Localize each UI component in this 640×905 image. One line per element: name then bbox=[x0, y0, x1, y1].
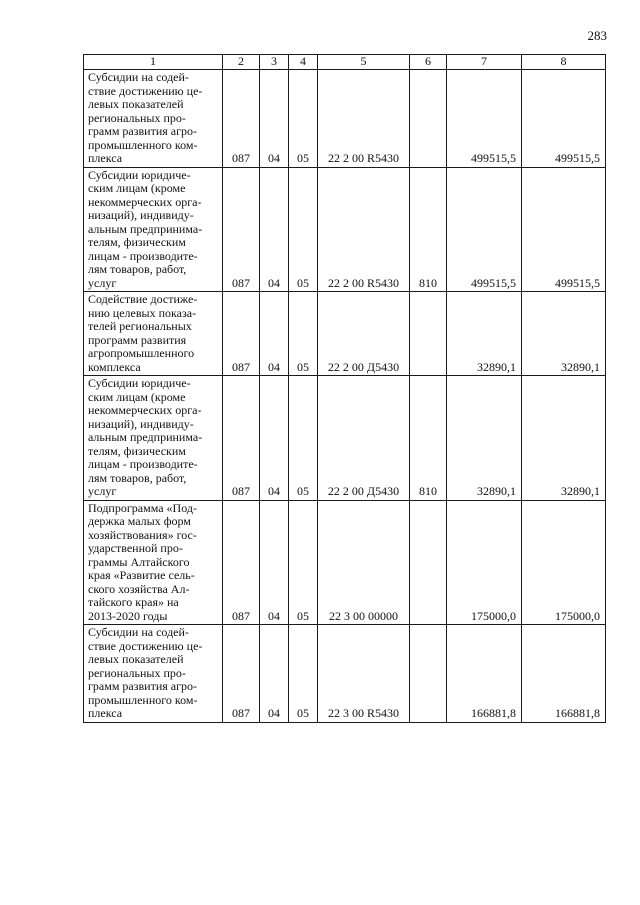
item-name-line: лям товаров, работ, bbox=[88, 262, 187, 276]
table-row bbox=[84, 70, 606, 168]
item-name-line: альным предпринима- bbox=[88, 221, 203, 236]
section-cell: 04 bbox=[260, 376, 289, 501]
ministry-code-cell: 087 bbox=[223, 500, 260, 625]
item-name-line: края «Развитие сель- bbox=[88, 568, 195, 582]
amount-col7-cell: 175000,0 bbox=[447, 500, 522, 625]
item-name-cell bbox=[84, 500, 223, 625]
target-article-cell: 22 2 00 Д5430 bbox=[318, 376, 410, 501]
amount-col8-cell: 166881,8 bbox=[522, 625, 606, 723]
table-header bbox=[84, 55, 606, 70]
amount-col7-cell: 166881,8 bbox=[447, 625, 522, 723]
amount-col8-cell: 175000,0 bbox=[522, 500, 606, 625]
item-name-line: некоммерческих орга- bbox=[88, 194, 202, 209]
item-name-cell bbox=[84, 376, 223, 501]
expense-type-cell: 810 bbox=[410, 167, 447, 292]
item-name-line: Субсидии на содей- bbox=[88, 70, 189, 84]
header-col-2: 2 bbox=[223, 55, 260, 70]
amount-col8-cell: 32890,1 bbox=[522, 292, 606, 376]
amount-col8-cell: 499515,5 bbox=[522, 167, 606, 292]
ministry-code-cell: 087 bbox=[223, 70, 260, 168]
item-name-line: телям, физическим bbox=[88, 235, 186, 249]
subsection-cell: 05 bbox=[289, 70, 318, 168]
item-name-line: Субсидии юридиче- bbox=[88, 376, 191, 390]
table-row bbox=[84, 625, 606, 723]
amount-col7-cell: 499515,5 bbox=[447, 70, 522, 168]
item-name-line: Субсидии юридиче- bbox=[88, 167, 191, 182]
item-name-line: услуг bbox=[88, 275, 117, 290]
item-name-line: граммы Алтайского bbox=[88, 554, 190, 569]
item-name-line: левых показателей bbox=[88, 97, 184, 111]
item-name-cell bbox=[84, 292, 223, 376]
item-name-line: некоммерческих орга- bbox=[88, 403, 202, 417]
ministry-code-cell: 087 bbox=[223, 376, 260, 501]
amount-col8-cell: 499515,5 bbox=[522, 70, 606, 168]
item-name-line: Подпрограмма «Под- bbox=[88, 500, 197, 515]
ministry-code-cell: 087 bbox=[223, 292, 260, 376]
item-name-line: ударственной про- bbox=[88, 541, 183, 555]
amount-col7-cell: 32890,1 bbox=[447, 292, 522, 376]
item-name-line: альным предпринима- bbox=[88, 430, 203, 444]
subsection-cell: 05 bbox=[289, 500, 318, 625]
item-name-line: промышленного ком- bbox=[88, 137, 198, 152]
budget-table bbox=[83, 54, 606, 723]
header-col-4: 4 bbox=[289, 55, 318, 70]
item-name-line: ствие достижению це- bbox=[88, 638, 203, 653]
subsection-cell: 05 bbox=[289, 376, 318, 501]
item-name-line: Субсидии на содей- bbox=[88, 625, 189, 639]
table-row bbox=[84, 292, 606, 376]
subsection-cell: 05 bbox=[289, 625, 318, 723]
item-name-line: лям товаров, работ, bbox=[88, 470, 187, 485]
ministry-code-cell: 087 bbox=[223, 167, 260, 292]
item-name-line: ствие достижению це- bbox=[88, 83, 203, 98]
item-name-line: региональных про- bbox=[88, 110, 186, 125]
table-body bbox=[84, 70, 606, 723]
expense-type-cell bbox=[410, 70, 447, 168]
item-name-line: грамм развития агро- bbox=[88, 124, 198, 138]
expense-type-cell bbox=[410, 500, 447, 625]
item-name-line: лицам - производите- bbox=[88, 457, 198, 471]
table-row bbox=[84, 376, 606, 501]
item-name-line: низаций), индивиду- bbox=[88, 416, 194, 431]
amount-col7-cell: 499515,5 bbox=[447, 167, 522, 292]
subsection-cell: 05 bbox=[289, 292, 318, 376]
header-col-5: 5 bbox=[318, 55, 410, 70]
section-cell: 04 bbox=[260, 167, 289, 292]
amount-col7-cell: 32890,1 bbox=[447, 376, 522, 501]
item-name-line: ским лицам (кроме bbox=[88, 389, 186, 404]
page-number: 283 bbox=[587, 28, 607, 43]
item-name-line: ского хозяйства Ал- bbox=[88, 581, 190, 596]
ministry-code-cell: 087 bbox=[223, 625, 260, 723]
amount-col8-cell: 32890,1 bbox=[522, 376, 606, 501]
item-name-line: плекса bbox=[88, 706, 123, 720]
target-article-cell: 22 3 00 R5430 bbox=[318, 625, 410, 723]
item-name-line: нию целевых показа- bbox=[88, 305, 197, 320]
item-name-line: программ развития bbox=[88, 332, 187, 347]
expense-type-cell bbox=[410, 625, 447, 723]
table-row bbox=[84, 500, 606, 625]
header-row bbox=[84, 55, 606, 70]
target-article-cell: 22 3 00 00000 bbox=[318, 500, 410, 625]
header-col-8: 8 bbox=[522, 55, 606, 70]
item-name-line: комплекса bbox=[88, 359, 141, 374]
item-name-line: лицам - производите- bbox=[88, 248, 198, 263]
section-cell: 04 bbox=[260, 292, 289, 376]
item-name-line: низаций), индивиду- bbox=[88, 208, 194, 222]
section-cell: 04 bbox=[260, 500, 289, 625]
item-name-line: телей региональных bbox=[88, 319, 192, 333]
item-name-line: левых показателей bbox=[88, 652, 184, 666]
expense-type-cell: 810 bbox=[410, 376, 447, 501]
item-name-line: 2013-2020 годы bbox=[88, 608, 168, 623]
header-col-3: 3 bbox=[260, 55, 289, 70]
item-name-line: услуг bbox=[88, 484, 117, 498]
item-name-line: промышленного ком- bbox=[88, 692, 198, 707]
section-cell: 04 bbox=[260, 625, 289, 723]
expense-type-cell bbox=[410, 292, 447, 376]
item-name-line: плекса bbox=[88, 151, 123, 165]
item-name-line: агропромышленного bbox=[88, 346, 195, 360]
item-name-line: телям, физическим bbox=[88, 443, 186, 458]
item-name-line: грамм развития агро- bbox=[88, 679, 198, 693]
header-col-7: 7 bbox=[447, 55, 522, 70]
item-name-line: региональных про- bbox=[88, 665, 186, 680]
target-article-cell: 22 2 00 R5430 bbox=[318, 70, 410, 168]
item-name-line: ским лицам (кроме bbox=[88, 181, 186, 195]
item-name-cell bbox=[84, 167, 223, 292]
header-col-1: 1 bbox=[84, 55, 223, 70]
target-article-cell: 22 2 00 Д5430 bbox=[318, 292, 410, 376]
item-name-line: хозяйствования» гос- bbox=[88, 527, 197, 542]
target-article-cell: 22 2 00 R5430 bbox=[318, 167, 410, 292]
item-name-line: тайского края» на bbox=[88, 595, 179, 609]
subsection-cell: 05 bbox=[289, 167, 318, 292]
item-name-cell bbox=[84, 625, 223, 723]
section-cell: 04 bbox=[260, 70, 289, 168]
table-row bbox=[84, 167, 606, 292]
item-name-line: Содействие достиже- bbox=[88, 292, 198, 306]
item-name-line: держка малых форм bbox=[88, 514, 191, 528]
header-col-6: 6 bbox=[410, 55, 447, 70]
item-name-cell bbox=[84, 70, 223, 168]
